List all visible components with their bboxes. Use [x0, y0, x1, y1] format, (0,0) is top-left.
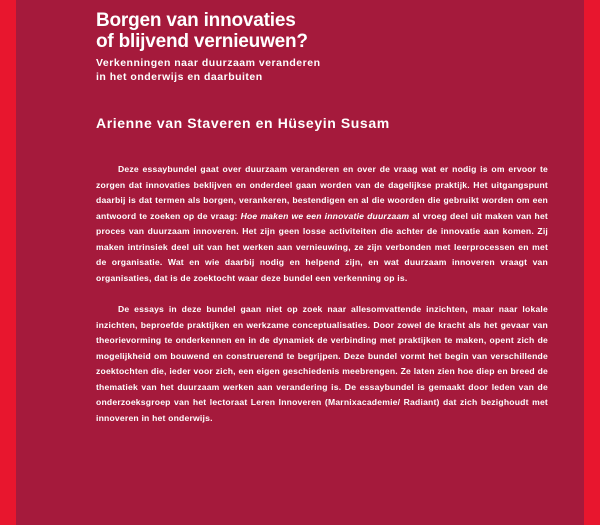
blurb-paragraph-1-part-2: al vroeg deel uit maken van het proces van duurzaam innoveren. Het zijn geen losse activiteiten die achter de innovatie aan komen. Zij maken intrinsiek deel uit van het werken aan vernieuwing, ze zijn verbonden met leerprocessen en met de organisatie. Wat en wie daarbij nodig en helpend zijn, en wat duurzaam innoveren vraagt van organisaties, dat is de zoektocht waar deze bundel een verkenning op is.: [96, 210, 548, 283]
blurb-paragraph-1-emphasis: Hoe maken we een innovatie duurzaam: [240, 210, 410, 221]
blurb-paragraph-1-part-1: Deze essaybundel gaat over duurzaam veranderen en over de vraag wat er nodig is om ervoor te zorgen dat innovaties beklijven en onderdeel gaan worden van de dagelijkse praktijk. Het uitgangspunt daarbij is dat termen als borgen, verankeren, bestendigen en al die woorden die gebruikt worden om een antwoord te zoeken op de vraag:: [96, 164, 548, 221]
book-authors: Arienne van Staveren en Hüseyin Susam: [96, 115, 390, 131]
book-title: [96, 10, 308, 52]
blurb-paragraph-2: De essays in deze bundel gaan niet op zoek naar allesomvattende inzichten, maar naar lokale inzichten, beproefde praktijken en werkzame conceptualisaties. Door zowel de kracht als het gevaar van theorievorming te onderkennen en in de dynamiek de verbinding met praktijken te maken, opent zich de mogelijkheid om bouwend en construerend te begrijpen. Deze bundel vormt het begin van verschillende zoektochten die, ieder voor zich, een eigen geschiedenis meebrengen. Ze laten zien hoe diep en breed de thematiek van het duurzaam werken aan verandering is. De essaybundel is gemaakt door leden van de onderzoeksgroep van het lectoraat Leren Innoveren (Marnixacademie/ Radiant) dat zich bezighoudt met innoveren in het onderwijs.: [96, 304, 548, 423]
book-title-line-1: Borgen van innovaties: [96, 10, 296, 31]
book-subtitle-line-1: Verkenningen naar duurzaam veranderen: [96, 57, 321, 69]
book-subtitle: [96, 56, 321, 84]
book-title-line-2: of blijvend vernieuwen?: [96, 31, 308, 52]
blurb-paragraph-1: [96, 162, 548, 286]
back-cover-panel: [16, 0, 584, 525]
blurb-text: [96, 162, 548, 442]
book-subtitle-line-2: in het onderwijs en daarbuiten: [96, 71, 263, 83]
